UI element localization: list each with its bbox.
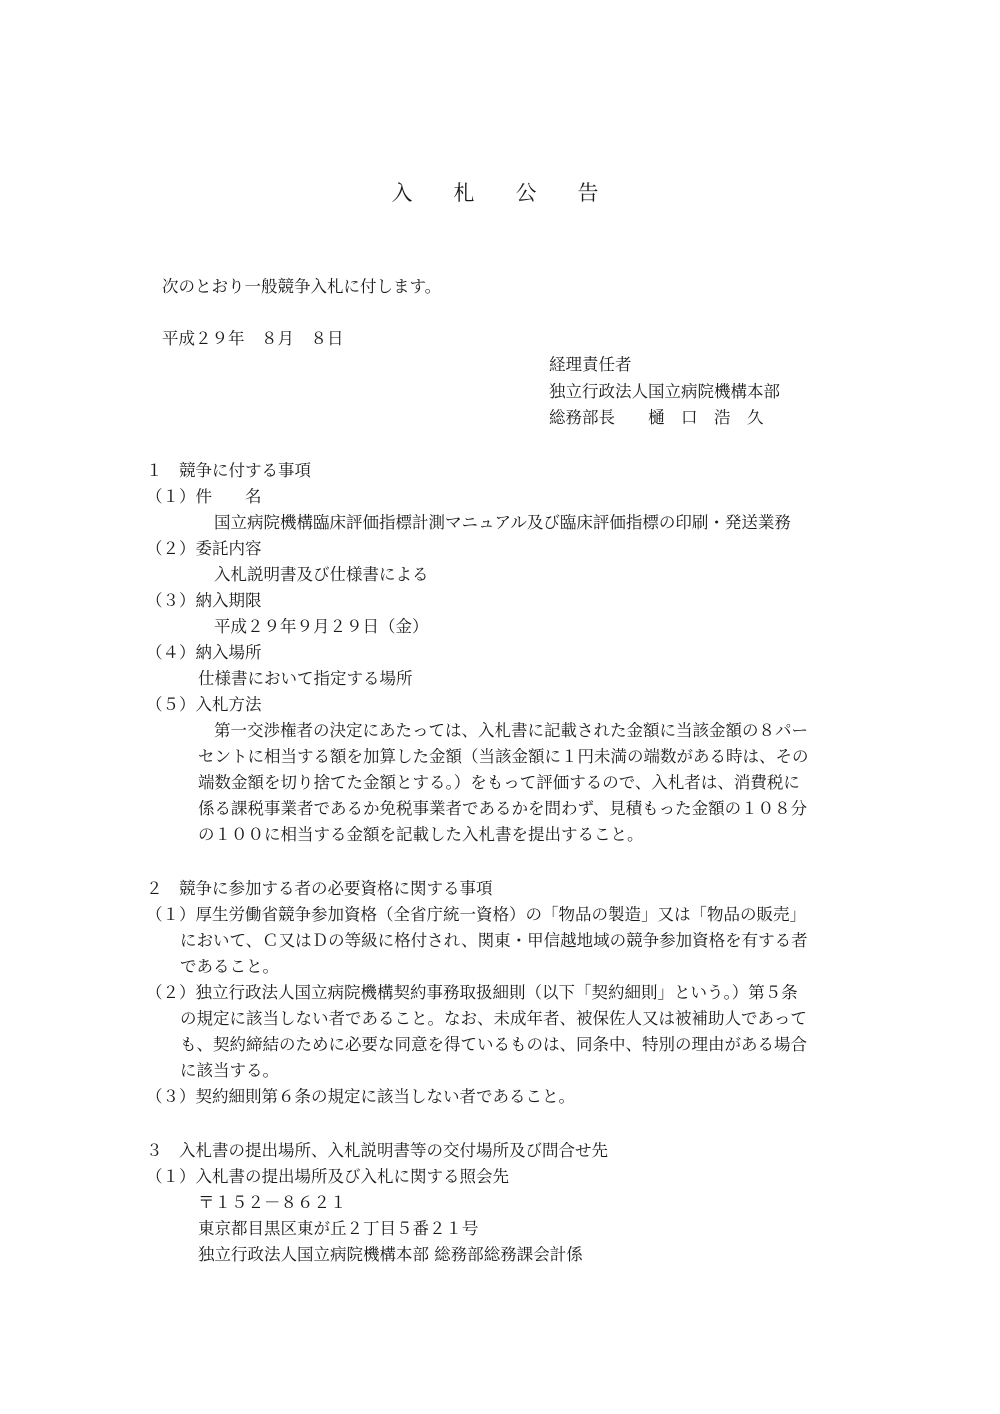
intro-text: 次のとおり一般競争入札に付します。 [162, 277, 442, 296]
method-line: 端数金額を切り捨てた金額とする。）をもって評価するので、入札者は、消費税に [198, 773, 800, 792]
issuer-organization: 独立行政法人国立病院機構本部 [549, 382, 780, 401]
postal-code: 〒１５２－８６２１ [198, 1193, 347, 1212]
item-1-3-content: 平成２９年９月２９日（金） [214, 617, 429, 636]
item-2-2-line: の規定に該当しない者であること。なお、未成年者、被保佐人又は被補助人であって [180, 1009, 807, 1028]
item-1-2-content: 入札説明書及び仕様書による [214, 565, 429, 584]
issuer-title: 経理責任者 [549, 355, 632, 374]
method-line: セントに相当する額を加算した金額（当該金額に１円未満の端数がある時は、その [198, 747, 809, 766]
method-line: の１００に相当する金額を記載した入札書を提出すること。 [198, 825, 644, 844]
item-2-1-line: において、Ｃ又はＤの等級に格付され、関東・甲信越地域の競争参加資格を有する者 [180, 931, 808, 950]
item-1-1-content: 国立病院機構臨床評価指標計測マニュアル及び臨床評価指標の印刷・発送業務 [214, 513, 791, 532]
method-line: 第一交渉権者の決定にあたっては、入札書に記載された金額に当該金額の８パー [214, 721, 808, 740]
method-line: 係る課税事業者であるか免税事業者であるかを問わず、見積もった金額の１０８分 [198, 799, 808, 818]
office-name: 独立行政法人国立病院機構本部 総務部総務課会計係 [198, 1245, 583, 1264]
notice-date: 平成２９年 ８月 ８日 [162, 329, 344, 348]
item-1-3-label: （３）納入期限 [146, 591, 262, 610]
address: 東京都目黒区東が丘２丁目５番２１号 [198, 1219, 479, 1238]
item-2-3-line: （３）契約細則第６条の規定に該当しない者であること。 [146, 1087, 575, 1106]
item-2-2-line: も、契約締結のために必要な同意を得ているものは、同条中、特別の理由がある場合 [180, 1035, 807, 1054]
issuer-name: 総務部長 樋 口 浩 久 [549, 408, 764, 427]
item-1-4-label: （４）納入場所 [146, 643, 262, 662]
page-title: 入 札 公 告 [391, 181, 609, 205]
section-2-heading: ２ 競争に参加する者の必要資格に関する事項 [146, 879, 493, 898]
item-2-1-line: （１）厚生労働省競争参加資格（全省庁統一資格）の「物品の製造」又は「物品の販売」 [146, 905, 806, 924]
item-2-1-line: であること。 [180, 957, 279, 976]
section-1-heading: １ 競争に付する事項 [146, 461, 311, 480]
item-1-2-label: （２）委託内容 [146, 539, 262, 558]
item-1-4-content: 仕様書において指定する場所 [198, 669, 413, 688]
item-3-1-label: （１）入札書の提出場所及び入札に関する照会先 [146, 1167, 509, 1186]
section-3-heading: ３ 入札書の提出場所、入札説明書等の交付場所及び問合せ先 [146, 1141, 608, 1160]
item-1-1-label: （１）件 名 [146, 487, 262, 506]
item-1-5-label: （５）入札方法 [146, 695, 262, 714]
item-2-2-line: （２）独立行政法人国立病院機構契約事務取扱細則（以下「契約細則」という。）第５条 [146, 983, 798, 1002]
item-2-2-line: に該当する。 [180, 1061, 279, 1080]
